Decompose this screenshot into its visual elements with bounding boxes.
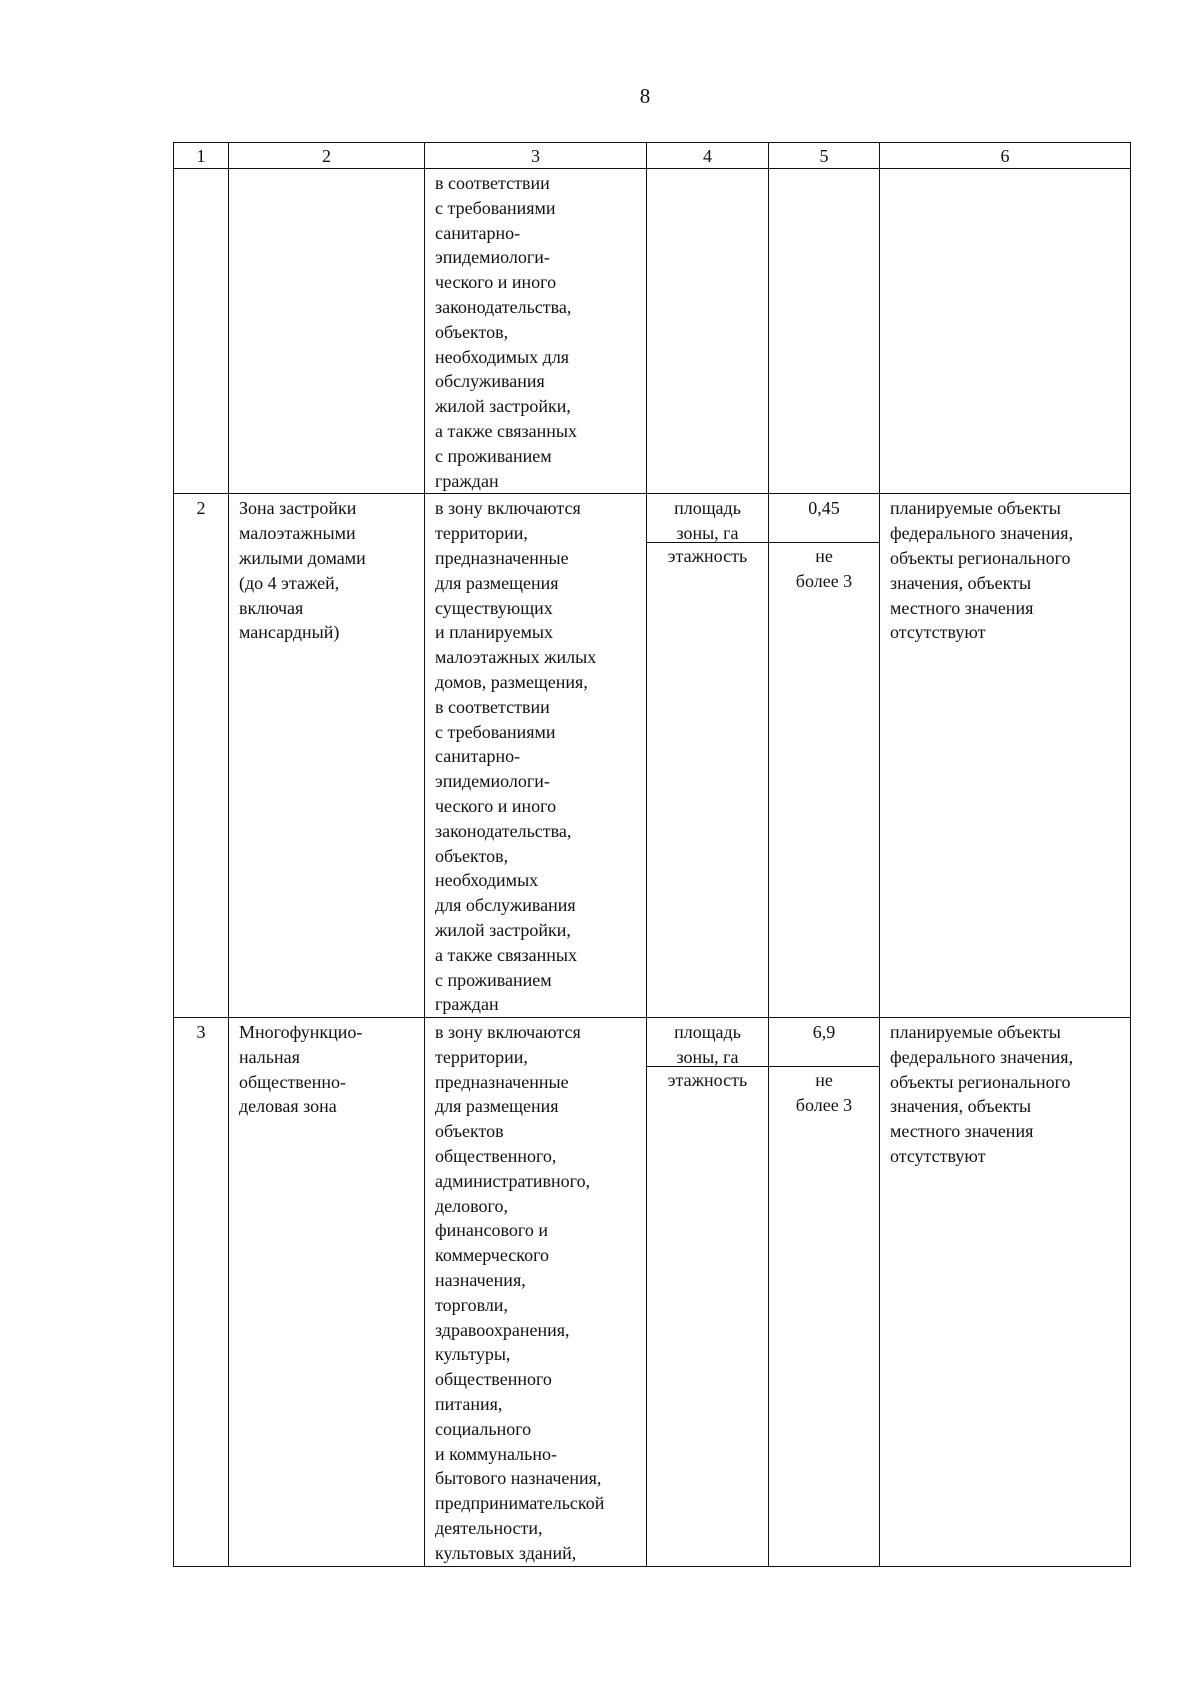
- cell-line: деятельности,: [435, 1518, 543, 1539]
- cell-line: в соответствии: [435, 696, 550, 717]
- cell-line: административного,: [435, 1170, 591, 1191]
- cell-line: площадь: [674, 498, 741, 519]
- cell-line: предназначенные: [435, 547, 569, 568]
- cell-line: малоэтажными: [239, 523, 356, 544]
- cell-line: объектов,: [435, 321, 509, 342]
- cell-line: с требованиями: [435, 197, 556, 218]
- zone-indicators: [647, 169, 769, 494]
- cell-line: не: [815, 546, 833, 567]
- zone-values: [769, 1018, 880, 1567]
- cell-line: местного значения: [890, 1121, 1034, 1142]
- cell-line: а также связанных: [435, 420, 577, 441]
- cell-line: здравоохранения,: [435, 1319, 570, 1340]
- cell-line: предпринимательской: [435, 1493, 605, 1514]
- zone-objects: [880, 1018, 1131, 1567]
- zone-indicators-top: [647, 1018, 768, 1067]
- zone-objects: [880, 494, 1131, 1018]
- cell-line: общественно-: [239, 1071, 346, 1092]
- table-header-row: [174, 143, 1131, 169]
- cell-line: объекты регионального: [890, 547, 1071, 568]
- cell-line: федерального значения,: [890, 1046, 1074, 1067]
- zone-values: [769, 169, 880, 494]
- cell-line: территории,: [435, 523, 528, 544]
- cell-line: предназначенные: [435, 1071, 569, 1092]
- zone-description: [425, 494, 647, 1018]
- cell-line: Многофункцио-: [239, 1022, 363, 1043]
- cell-line: площадь: [674, 1022, 741, 1043]
- cell-line: значения, объекты: [890, 1096, 1032, 1117]
- cell-line: домов, размещения,: [435, 671, 588, 692]
- cell-line: нальная: [239, 1046, 300, 1067]
- cell-line: а также связанных: [435, 944, 577, 965]
- cell-line: 0,45: [808, 498, 840, 519]
- cell-line: значения, объекты: [890, 572, 1032, 593]
- column-header-6: 6: [880, 143, 1131, 169]
- zone-indicators: [647, 494, 769, 1018]
- cell-line: общественного,: [435, 1146, 557, 1167]
- cell-line: отсутствуют: [890, 622, 986, 643]
- column-header-4: 4: [647, 143, 769, 169]
- cell-line: для обслуживания: [435, 895, 576, 916]
- cell-line: и планируемых: [435, 622, 554, 643]
- cell-line: планируемые объекты: [890, 1022, 1061, 1043]
- cell-line: граждан: [435, 994, 499, 1015]
- cell-line: объектов: [435, 1121, 504, 1142]
- cell-line: санитарно-: [435, 222, 521, 243]
- cell-line: (до 4 этажей,: [239, 572, 340, 593]
- cell-line: включая: [239, 597, 304, 618]
- cell-line: необходимых: [435, 870, 539, 891]
- cell-line: более 3: [795, 571, 853, 592]
- zone-indicators-bottom: [647, 1067, 768, 1093]
- zone-values-top: [769, 1018, 879, 1067]
- column-header-5: 5: [769, 143, 880, 169]
- cell-line: федерального значения,: [890, 523, 1074, 544]
- cell-line: мансардный): [239, 622, 340, 643]
- cell-line: этажность: [667, 1070, 748, 1091]
- column-header-1: 1: [174, 143, 229, 169]
- cell-line: санитарно-: [435, 746, 521, 767]
- cell-line: в зону включаются: [435, 1022, 581, 1043]
- cell-line: коммерческого: [435, 1245, 550, 1266]
- cell-line: с проживанием: [435, 445, 552, 466]
- cell-line: отсутствуют: [890, 1146, 986, 1167]
- cell-line: культовых зданий,: [435, 1542, 577, 1563]
- cell-line: необходимых для: [435, 346, 570, 367]
- cell-line: питания,: [435, 1394, 503, 1415]
- cell-line: объекты регионального: [890, 1071, 1071, 1092]
- cell-line: жилыми домами: [239, 547, 366, 568]
- zone-values: [769, 494, 880, 1018]
- cell-line: этажность: [667, 546, 748, 567]
- row-number: [174, 169, 229, 494]
- cell-line: для размещения: [435, 1096, 559, 1117]
- row-number: 3: [174, 1018, 229, 1567]
- cell-line: местного значения: [890, 597, 1034, 618]
- zone-values-bottom: [769, 1067, 879, 1118]
- cell-line: деловая зона: [239, 1096, 337, 1117]
- cell-line: более 3: [795, 1094, 853, 1115]
- cell-line: с проживанием: [435, 969, 552, 990]
- cell-line: и коммунально-: [435, 1443, 558, 1464]
- table-row: [174, 169, 1131, 494]
- zones-table: [173, 142, 1131, 1567]
- zone-values-bottom: [769, 543, 879, 594]
- cell-line: граждан: [435, 470, 499, 491]
- cell-line: законодательства,: [435, 296, 572, 317]
- cell-line: делового,: [435, 1195, 508, 1216]
- cell-line: жилой застройки,: [435, 919, 571, 940]
- cell-line: обслуживания: [435, 371, 545, 392]
- zone-name: [229, 169, 425, 494]
- cell-line: планируемые объекты: [890, 498, 1061, 519]
- cell-line: эпидемиологи-: [435, 247, 550, 268]
- cell-line: общественного: [435, 1369, 552, 1390]
- cell-line: объектов,: [435, 845, 509, 866]
- cell-line: назначения,: [435, 1270, 526, 1291]
- zone-name: [229, 494, 425, 1018]
- cell-line: Зона застройки: [239, 498, 357, 519]
- cell-line: торговли,: [435, 1294, 508, 1315]
- cell-line: малоэтажных жилых: [435, 647, 597, 668]
- zone-indicators-top: [647, 494, 768, 543]
- cell-line: не: [815, 1070, 833, 1091]
- column-header-2: 2: [229, 143, 425, 169]
- cell-line: для размещения: [435, 572, 559, 593]
- zone-objects: [880, 169, 1131, 494]
- cell-line: зоны, га: [676, 1046, 739, 1067]
- cell-line: 6,9: [812, 1022, 836, 1043]
- cell-line: с требованиями: [435, 721, 556, 742]
- column-header-3: 3: [425, 143, 647, 169]
- row-number: 2: [174, 494, 229, 1018]
- cell-line: существующих: [435, 597, 553, 618]
- zone-name: [229, 1018, 425, 1567]
- cell-line: законодательства,: [435, 820, 572, 841]
- zone-description: [425, 1018, 647, 1567]
- cell-line: ческого и иного: [435, 272, 557, 293]
- cell-line: социального: [435, 1418, 532, 1439]
- cell-line: территории,: [435, 1046, 528, 1067]
- cell-line: зоны, га: [676, 523, 739, 544]
- cell-line: в зону включаются: [435, 498, 581, 519]
- zone-values-top: [769, 494, 879, 543]
- cell-line: культуры,: [435, 1344, 511, 1365]
- cell-line: ческого и иного: [435, 795, 557, 816]
- cell-line: эпидемиологи-: [435, 771, 550, 792]
- cell-line: жилой застройки,: [435, 396, 571, 417]
- zone-indicators-bottom: [647, 543, 768, 569]
- cell-line: финансового и: [435, 1220, 548, 1241]
- cell-line: бытового назначения,: [435, 1468, 602, 1489]
- table-row: [174, 494, 1131, 1018]
- zone-description: [425, 169, 647, 494]
- page-number: 8: [639, 84, 651, 108]
- cell-line: в соответствии: [435, 173, 550, 193]
- table-row: [174, 1018, 1131, 1567]
- zone-indicators: [647, 1018, 769, 1567]
